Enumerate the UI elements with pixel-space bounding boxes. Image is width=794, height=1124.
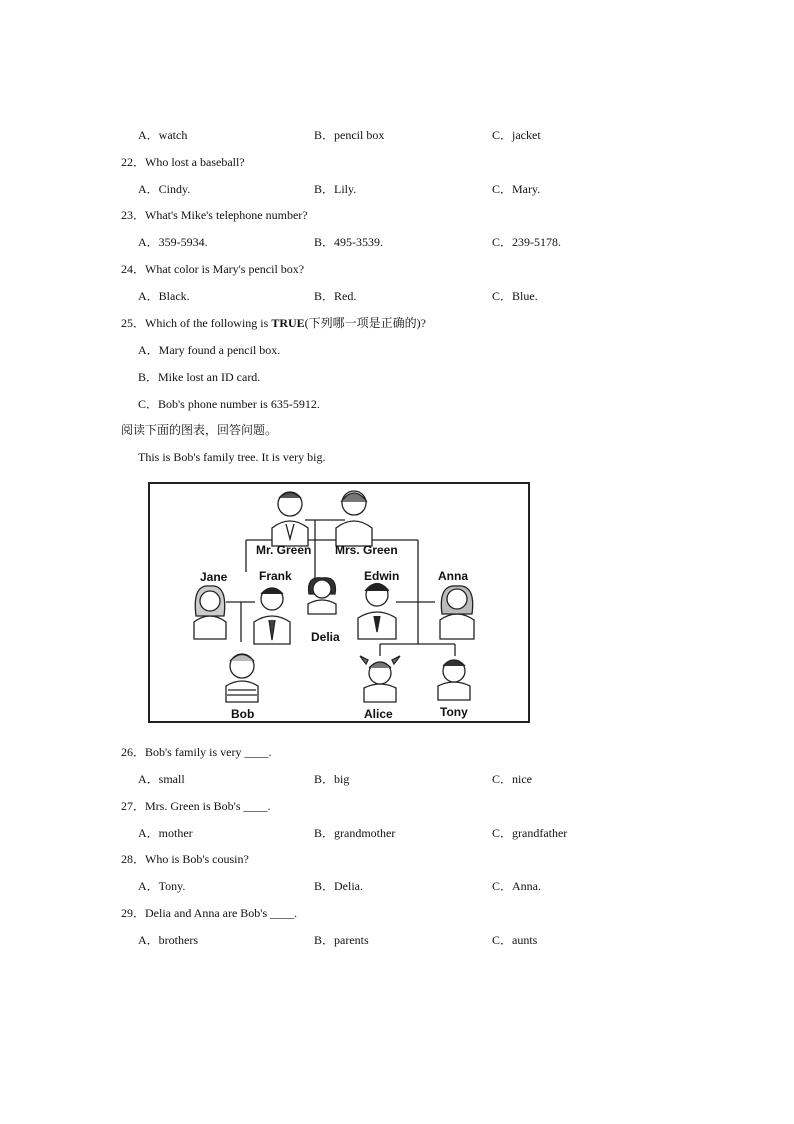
q28-option-c: C．Anna.: [492, 879, 541, 893]
delia-figure: [308, 578, 336, 614]
q28-option-a: A．Tony.: [138, 879, 186, 893]
q29-stem: 29．Delia and Anna are Bob's ____.: [121, 906, 298, 920]
q25-option-b: B．Mike lost an ID card.: [138, 370, 261, 384]
q29-option-b: B．parents: [314, 933, 369, 947]
q25-stem-post: (下列哪一项是正确的)?: [304, 316, 426, 330]
alice-figure: [360, 656, 400, 702]
q24-option-b: B．Red.: [314, 289, 357, 303]
q26-stem: 26．Bob's family is very ____.: [121, 745, 272, 759]
q21-option-a: A．watch: [138, 128, 188, 142]
anna-figure: [440, 586, 474, 639]
q21-option-c: C．jacket: [492, 128, 541, 142]
label-alice: Alice: [364, 707, 393, 721]
q25-stem: [121, 316, 426, 330]
label-mrs-green: Mrs. Green: [335, 543, 398, 557]
mrs-green-figure: [336, 491, 372, 546]
q23-stem: 23．What's Mike's telephone number?: [121, 208, 308, 222]
q25-stem-bold: TRUE: [271, 316, 305, 330]
label-mr-green: Mr. Green: [256, 543, 312, 557]
q24-option-a: A．Black.: [138, 289, 190, 303]
family-tree-figure: [148, 482, 530, 723]
reading-instruction: 阅读下面的图表，回答问题。: [121, 423, 278, 437]
label-tony: Tony: [440, 705, 468, 719]
label-edwin: Edwin: [364, 569, 400, 583]
q21-option-b: B．pencil box: [314, 128, 385, 142]
tony-figure: [438, 660, 470, 700]
label-delia: Delia: [311, 630, 340, 644]
jane-figure: [194, 586, 226, 639]
label-bob: Bob: [231, 707, 255, 721]
label-frank: Frank: [259, 569, 292, 583]
bob-figure: [226, 654, 258, 702]
q27-option-b: B．grandmother: [314, 826, 396, 840]
q22-option-b: B．Lily.: [314, 182, 357, 196]
q26-option-c: C．nice: [492, 772, 532, 786]
mr-green-figure: [272, 492, 308, 546]
q29-option-c: C．aunts: [492, 933, 538, 947]
edwin-figure: [358, 584, 396, 640]
q28-option-b: B．Delia.: [314, 879, 363, 893]
passage-text: This is Bob's family tree. It is very big.: [138, 450, 326, 464]
q26-option-a: A．small: [138, 772, 185, 786]
frank-figure: [254, 588, 290, 644]
q22-stem: 22．Who lost a baseball?: [121, 155, 245, 169]
q27-option-a: A．mother: [138, 826, 193, 840]
q23-option-b: B．495-3539.: [314, 235, 384, 249]
q27-option-c: C．grandfather: [492, 826, 568, 840]
label-jane: Jane: [200, 570, 228, 584]
q26-option-b: B．big: [314, 772, 350, 786]
q22-option-c: C．Mary.: [492, 182, 541, 196]
q22-option-a: A．Cindy.: [138, 182, 191, 196]
q23-option-a: A．359-5934.: [138, 235, 208, 249]
q23-option-c: C．239-5178.: [492, 235, 562, 249]
q25-stem-pre: 25．Which of the following is: [121, 316, 272, 330]
q27-stem: 27．Mrs. Green is Bob's ____.: [121, 799, 271, 813]
q29-option-a: A．brothers: [138, 933, 198, 947]
q24-stem: 24．What color is Mary's pencil box?: [121, 262, 305, 276]
label-anna: Anna: [438, 569, 468, 583]
q25-option-a: A．Mary found a pencil box.: [138, 343, 281, 357]
q25-option-c: C．Bob's phone number is 635-5912.: [138, 397, 320, 411]
q28-stem: 28．Who is Bob's cousin?: [121, 852, 249, 866]
q24-option-c: C．Blue.: [492, 289, 538, 303]
